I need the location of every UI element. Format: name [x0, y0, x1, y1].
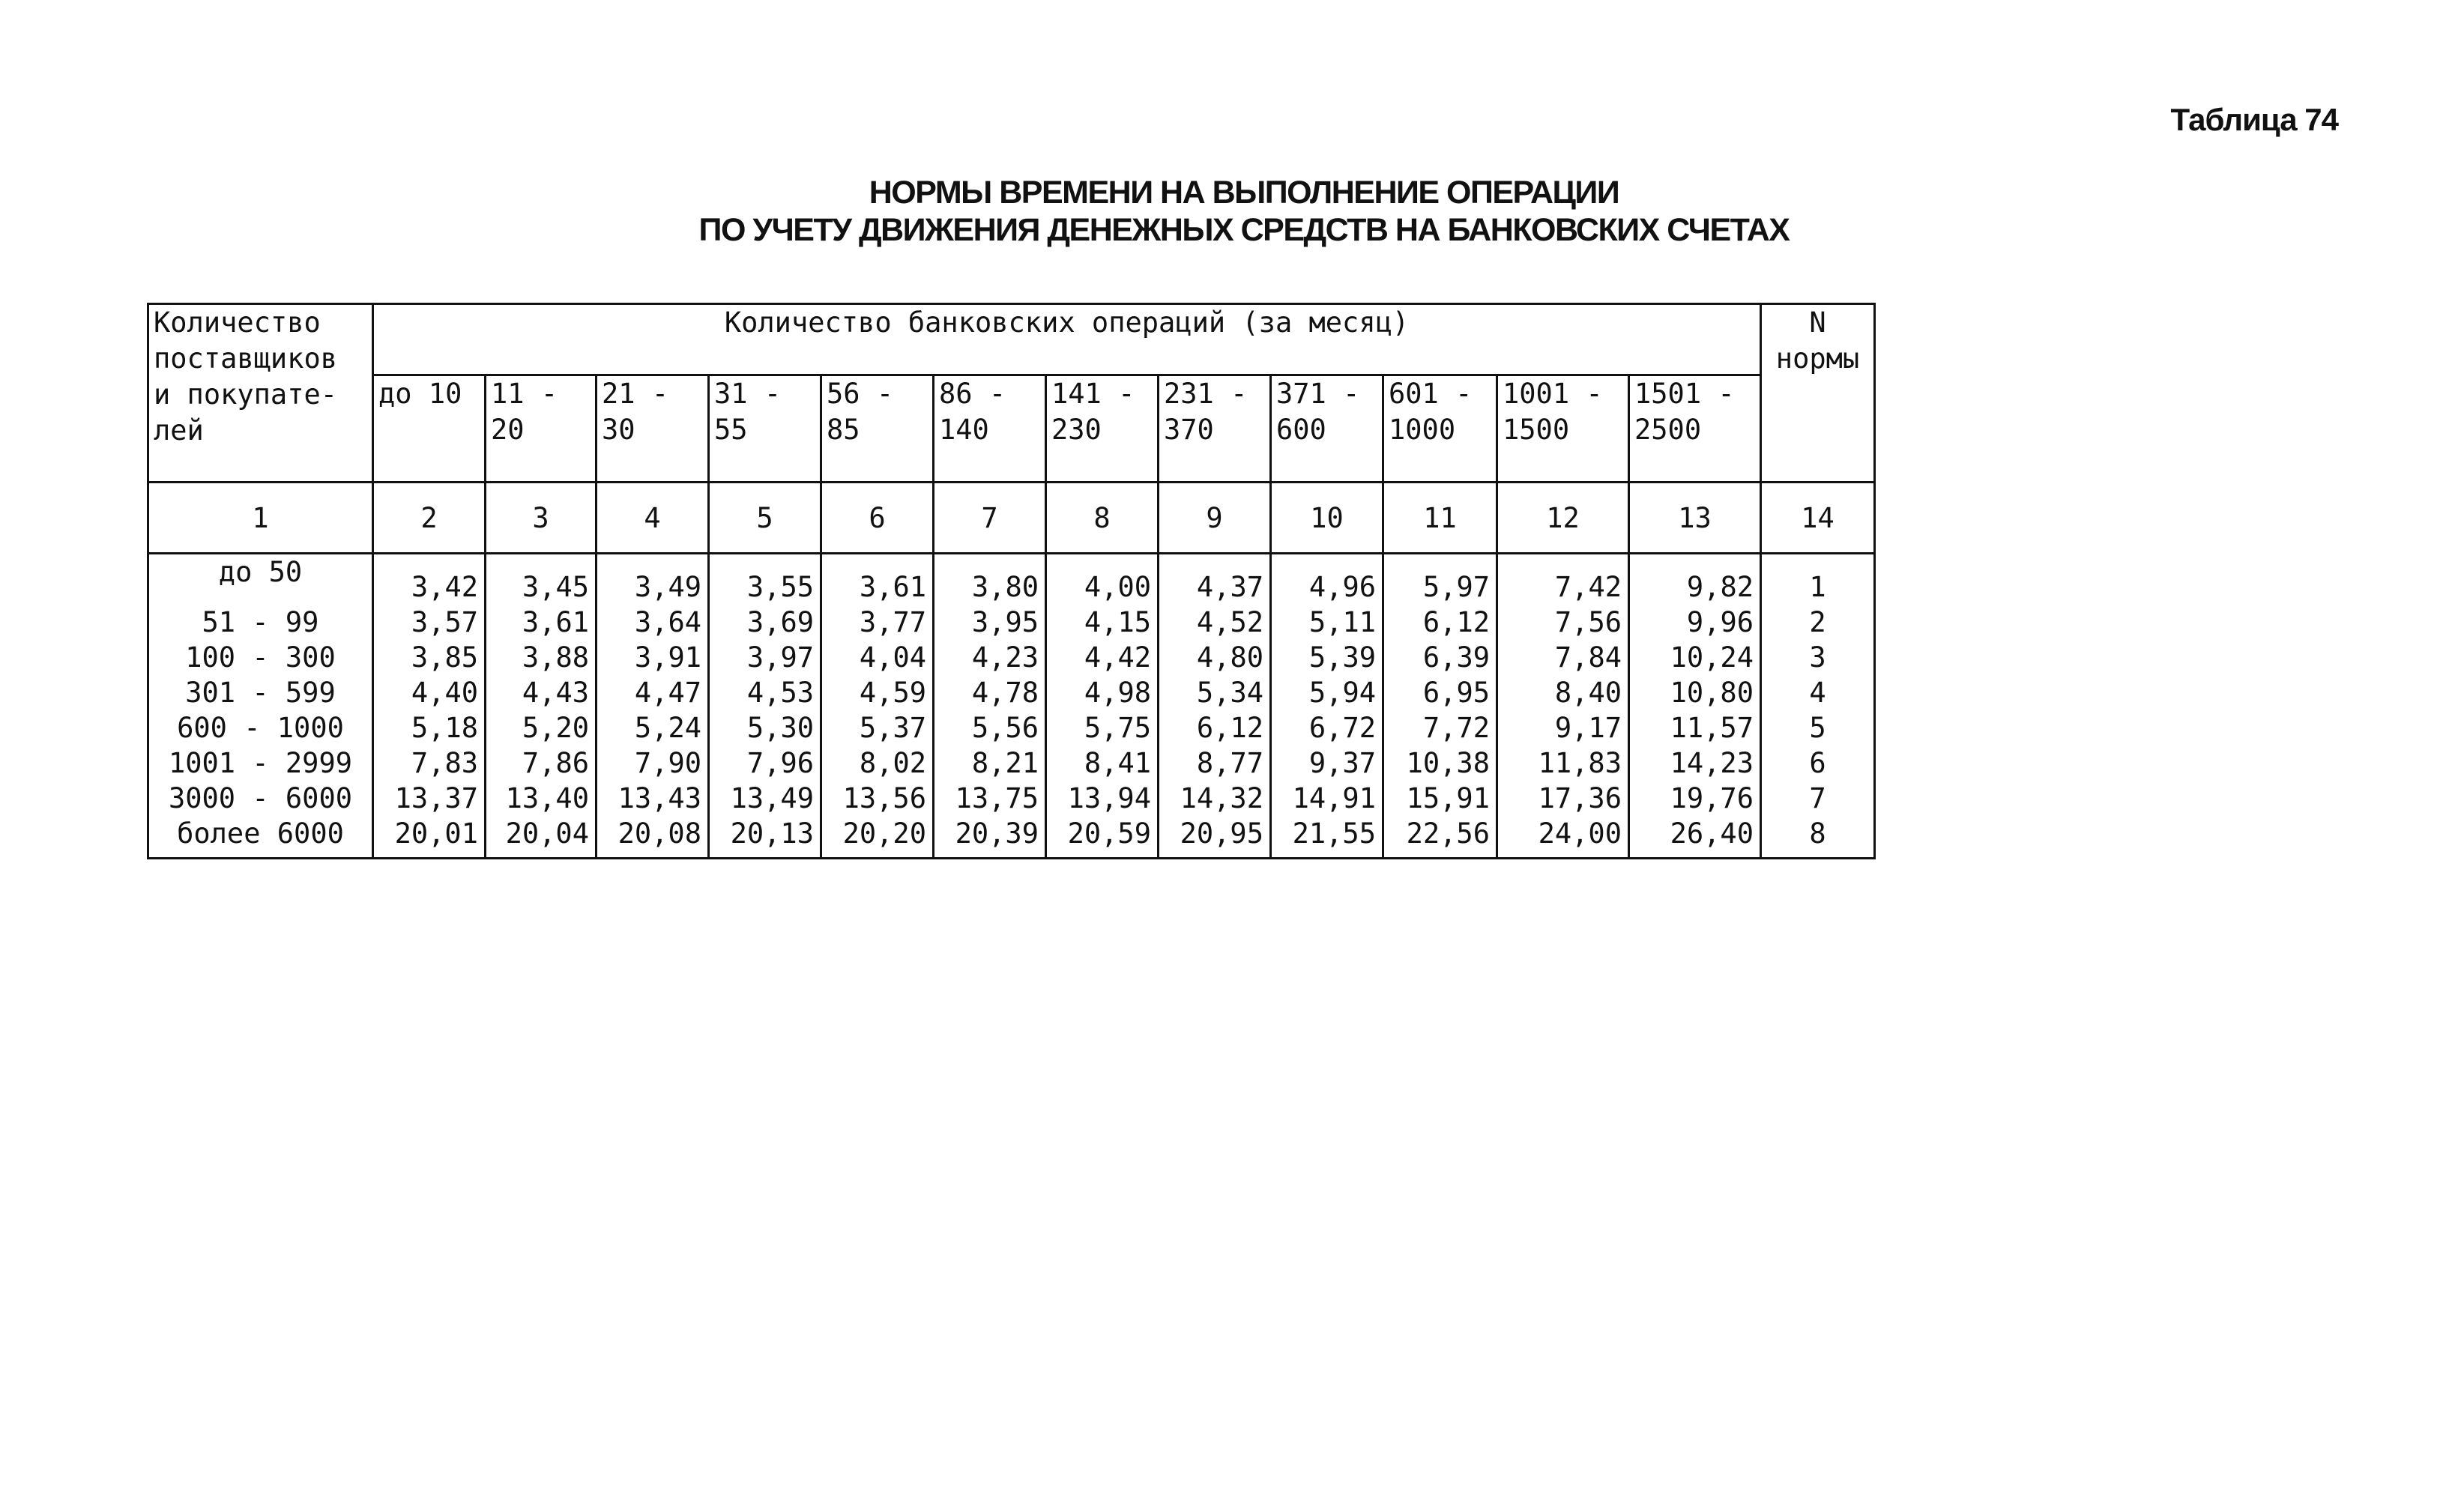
time-norm-value-cell: 5,24: [597, 710, 709, 746]
time-norm-value-cell: 20,04: [486, 816, 597, 859]
time-norm-value-cell: 3,61: [821, 554, 934, 605]
time-norm-value-cell: 4,59: [821, 675, 934, 710]
time-norm-value-cell: 10,24: [1629, 640, 1761, 675]
table-row: [148, 640, 1875, 675]
norm-number-cell: 1: [1761, 554, 1875, 605]
range-header-line: 370: [1164, 414, 1214, 446]
range-header-row: [148, 375, 1875, 483]
time-norm-value-cell: 10,80: [1629, 675, 1761, 710]
time-norm-value-cell: 3,85: [373, 640, 486, 675]
time-norm-value-cell: 4,96: [1271, 554, 1383, 605]
time-norm-value-cell: 6,12: [1383, 605, 1497, 640]
time-norm-value-cell: 4,52: [1159, 605, 1271, 640]
corner-header-line: Количество: [154, 306, 321, 339]
column-number-cell: 2: [373, 483, 486, 554]
range-header-line: 140: [939, 414, 989, 446]
column-number-cell: 6: [821, 483, 934, 554]
time-norm-value-cell: 5,56: [934, 710, 1046, 746]
time-norm-value-cell: 5,39: [1271, 640, 1383, 675]
supplier-range-cell: 100 - 300: [148, 640, 373, 675]
time-norm-value-cell: 9,96: [1629, 605, 1761, 640]
time-norm-value-cell: 13,37: [373, 781, 486, 816]
range-header-cell: [1629, 375, 1761, 483]
time-norm-value-cell: 7,42: [1497, 554, 1629, 605]
column-number-cell: 13: [1629, 483, 1761, 554]
time-norm-value-cell: 8,21: [934, 746, 1046, 781]
title-line-1: НОРМЫ ВРЕМЕНИ НА ВЫПОЛНЕНИЕ ОПЕРАЦИИ: [869, 175, 1619, 211]
time-norm-value-cell: 13,43: [597, 781, 709, 816]
time-norm-value-cell: 3,64: [597, 605, 709, 640]
supplier-range-cell: 3000 - 6000: [148, 781, 373, 816]
range-header-line: до 10: [378, 378, 462, 410]
time-norm-value-cell: 13,56: [821, 781, 934, 816]
range-header-line: 86 -: [939, 378, 1006, 410]
time-norm-value-cell: 9,17: [1497, 710, 1629, 746]
time-norm-value-cell: 5,30: [709, 710, 821, 746]
range-header-cell: [1497, 375, 1629, 483]
supplier-range-cell: 600 - 1000: [148, 710, 373, 746]
time-norm-value-cell: 21,55: [1271, 816, 1383, 859]
supplier-range-cell: более 6000: [148, 816, 373, 859]
time-norm-value-cell: 7,90: [597, 746, 709, 781]
time-norm-value-cell: 4,78: [934, 675, 1046, 710]
column-number-cell: 7: [934, 483, 1046, 554]
time-norm-value-cell: 4,23: [934, 640, 1046, 675]
title-line-2: ПО УЧЕТУ ДВИЖЕНИЯ ДЕНЕЖНЫХ СРЕДСТВ НА БАНКОВСКИХ СЧЕТАХ: [698, 212, 1790, 248]
time-norm-value-cell: 4,04: [821, 640, 934, 675]
time-norm-value-cell: 24,00: [1497, 816, 1629, 859]
time-norm-value-cell: 8,02: [821, 746, 934, 781]
time-norm-value-cell: 3,49: [597, 554, 709, 605]
time-norm-value-cell: 6,39: [1383, 640, 1497, 675]
range-header-line: [378, 412, 480, 448]
range-header-cell: [934, 375, 1046, 483]
column-number-cell: 4: [597, 483, 709, 554]
norm-number-cell: 8: [1761, 816, 1875, 859]
time-norm-value-cell: 3,45: [486, 554, 597, 605]
column-number-cell: 8: [1046, 483, 1159, 554]
time-norm-value-cell: 4,42: [1046, 640, 1159, 675]
range-header-line: 1001 -: [1503, 378, 1603, 410]
column-number-cell: 11: [1383, 483, 1497, 554]
norm-header-line: N: [1809, 306, 1826, 339]
time-norm-value-cell: 20,20: [821, 816, 934, 859]
column-number-cell: 14: [1761, 483, 1875, 554]
table-row: [148, 675, 1875, 710]
range-header-cell: [1383, 375, 1497, 483]
time-norm-value-cell: 20,59: [1046, 816, 1159, 859]
range-header-cell: [486, 375, 597, 483]
norm-number-cell: 5: [1761, 710, 1875, 746]
norm-number-cell: 7: [1761, 781, 1875, 816]
time-norm-value-cell: 20,95: [1159, 816, 1271, 859]
time-norm-value-cell: 4,80: [1159, 640, 1271, 675]
column-numbering-row: [148, 483, 1875, 554]
range-header-line: 85: [827, 414, 860, 446]
range-header-line: 2500: [1634, 414, 1702, 446]
time-norm-value-cell: 3,91: [597, 640, 709, 675]
time-norm-value-cell: 11,83: [1497, 746, 1629, 781]
time-norm-value-cell: 13,94: [1046, 781, 1159, 816]
range-header-cell: [1271, 375, 1383, 483]
corner-header-line: и покупате-: [154, 378, 338, 411]
time-norm-value-cell: 4,40: [373, 675, 486, 710]
time-norm-value-cell: 3,69: [709, 605, 821, 640]
corner-header-line: лей: [154, 414, 204, 447]
time-norm-value-cell: 14,32: [1159, 781, 1271, 816]
column-number-cell: 5: [709, 483, 821, 554]
range-header-line: 30: [602, 414, 635, 446]
time-norm-value-cell: 5,75: [1046, 710, 1159, 746]
time-norm-value-cell: 4,37: [1159, 554, 1271, 605]
time-norm-value-cell: 9,82: [1629, 554, 1761, 605]
range-header-line: 20: [491, 414, 525, 446]
time-norm-value-cell: 14,23: [1629, 746, 1761, 781]
time-norm-value-cell: 4,00: [1046, 554, 1159, 605]
table-row: [148, 605, 1875, 640]
supplier-range-cell: 301 - 599: [148, 675, 373, 710]
time-norm-value-cell: 4,47: [597, 675, 709, 710]
time-norm-value-cell: 7,83: [373, 746, 486, 781]
column-number-cell: 1: [148, 483, 373, 554]
time-norm-value-cell: 5,94: [1271, 675, 1383, 710]
time-norm-value-cell: 20,13: [709, 816, 821, 859]
time-norm-value-cell: 6,72: [1271, 710, 1383, 746]
time-norm-value-cell: 6,12: [1159, 710, 1271, 746]
time-norm-value-cell: 8,40: [1497, 675, 1629, 710]
time-norm-value-cell: 7,96: [709, 746, 821, 781]
norm-number-cell: 2: [1761, 605, 1875, 640]
table-row: [148, 781, 1875, 816]
range-header-cell: [821, 375, 934, 483]
supplier-range-cell: 1001 - 2999: [148, 746, 373, 781]
time-norms-table: [147, 303, 1876, 859]
norm-header-line: нормы: [1775, 342, 1860, 375]
time-norm-value-cell: 5,37: [821, 710, 934, 746]
time-norm-value-cell: 7,86: [486, 746, 597, 781]
range-header-line: 21 -: [602, 378, 669, 410]
time-norm-value-cell: 8,41: [1046, 746, 1159, 781]
supplier-range-cell: 51 - 99: [148, 605, 373, 640]
time-norm-value-cell: 7,72: [1383, 710, 1497, 746]
time-norm-value-cell: 3,61: [486, 605, 597, 640]
time-norm-value-cell: 4,53: [709, 675, 821, 710]
time-norm-value-cell: 26,40: [1629, 816, 1761, 859]
time-norm-value-cell: 5,20: [486, 710, 597, 746]
column-number-cell: 10: [1271, 483, 1383, 554]
time-norm-value-cell: 4,15: [1046, 605, 1159, 640]
time-norm-value-cell: 13,49: [709, 781, 821, 816]
table-number-label: Таблица 74: [2170, 102, 2338, 137]
time-norm-value-cell: 13,40: [486, 781, 597, 816]
range-header-line: 55: [714, 414, 748, 446]
range-header-line: 11 -: [491, 378, 558, 410]
time-norm-value-cell: 5,11: [1271, 605, 1383, 640]
range-header-cell: [709, 375, 821, 483]
time-norm-value-cell: 8,77: [1159, 746, 1271, 781]
table-row: [148, 816, 1875, 859]
time-norm-value-cell: 20,08: [597, 816, 709, 859]
time-norm-value-cell: 3,57: [373, 605, 486, 640]
time-norm-value-cell: 3,42: [373, 554, 486, 605]
range-header-line: 31 -: [714, 378, 782, 410]
time-norm-value-cell: 3,55: [709, 554, 821, 605]
time-norm-value-cell: 10,38: [1383, 746, 1497, 781]
range-header-line: 230: [1051, 414, 1102, 446]
range-header-cell: [1159, 375, 1271, 483]
column-number-cell: 9: [1159, 483, 1271, 554]
range-header-line: 1501 -: [1634, 378, 1735, 410]
time-norm-value-cell: 20,01: [373, 816, 486, 859]
time-norm-value-cell: 4,43: [486, 675, 597, 710]
time-norm-value-cell: 17,36: [1497, 781, 1629, 816]
time-norm-value-cell: 6,95: [1383, 675, 1497, 710]
range-header-cell: [1046, 375, 1159, 483]
time-norm-value-cell: 14,91: [1271, 781, 1383, 816]
corner-header-line: поставщиков: [154, 342, 338, 375]
table-row: [148, 710, 1875, 746]
range-header-line: 231 -: [1164, 378, 1248, 410]
time-norm-value-cell: 3,95: [934, 605, 1046, 640]
range-header-line: 371 -: [1276, 378, 1360, 410]
range-header-line: 1000: [1389, 414, 1456, 446]
norm-number-cell: 4: [1761, 675, 1875, 710]
time-norm-value-cell: 7,84: [1497, 640, 1629, 675]
time-norm-value-cell: 22,56: [1383, 816, 1497, 859]
time-norm-value-cell: 3,97: [709, 640, 821, 675]
time-norm-value-cell: 13,75: [934, 781, 1046, 816]
time-norm-value-cell: 4,98: [1046, 675, 1159, 710]
range-header-line: 600: [1276, 414, 1326, 446]
time-norm-value-cell: 5,34: [1159, 675, 1271, 710]
norm-number-cell: 3: [1761, 640, 1875, 675]
time-norm-value-cell: 7,56: [1497, 605, 1629, 640]
range-header-line: 141 -: [1051, 378, 1135, 410]
table-row: [148, 746, 1875, 781]
time-norm-value-cell: 3,88: [486, 640, 597, 675]
time-norm-value-cell: 3,80: [934, 554, 1046, 605]
range-header-line: 1500: [1503, 414, 1570, 446]
range-header-cell: [373, 375, 486, 483]
time-norm-value-cell: 15,91: [1383, 781, 1497, 816]
range-header-line: 601 -: [1389, 378, 1473, 410]
time-norm-value-cell: 5,97: [1383, 554, 1497, 605]
norm-number-cell: 6: [1761, 746, 1875, 781]
time-norm-value-cell: 5,18: [373, 710, 486, 746]
table-row: [148, 554, 1875, 605]
norm-number-header: [1761, 304, 1875, 483]
column-number-cell: 12: [1497, 483, 1629, 554]
time-norm-value-cell: 19,76: [1629, 781, 1761, 816]
operations-group-header: Количество банковских операций (за месяц): [373, 304, 1761, 375]
range-header-cell: [597, 375, 709, 483]
time-norm-value-cell: 3,77: [821, 605, 934, 640]
column-number-cell: 3: [486, 483, 597, 554]
document-title: [480, 174, 2008, 249]
time-norm-value-cell: 11,57: [1629, 710, 1761, 746]
header-row-top: [148, 304, 1875, 375]
range-header-line: 56 -: [827, 378, 894, 410]
supplier-count-header: [148, 304, 373, 483]
time-norm-value-cell: 9,37: [1271, 746, 1383, 781]
time-norm-value-cell: 20,39: [934, 816, 1046, 859]
supplier-range-cell: до 50: [148, 554, 373, 605]
